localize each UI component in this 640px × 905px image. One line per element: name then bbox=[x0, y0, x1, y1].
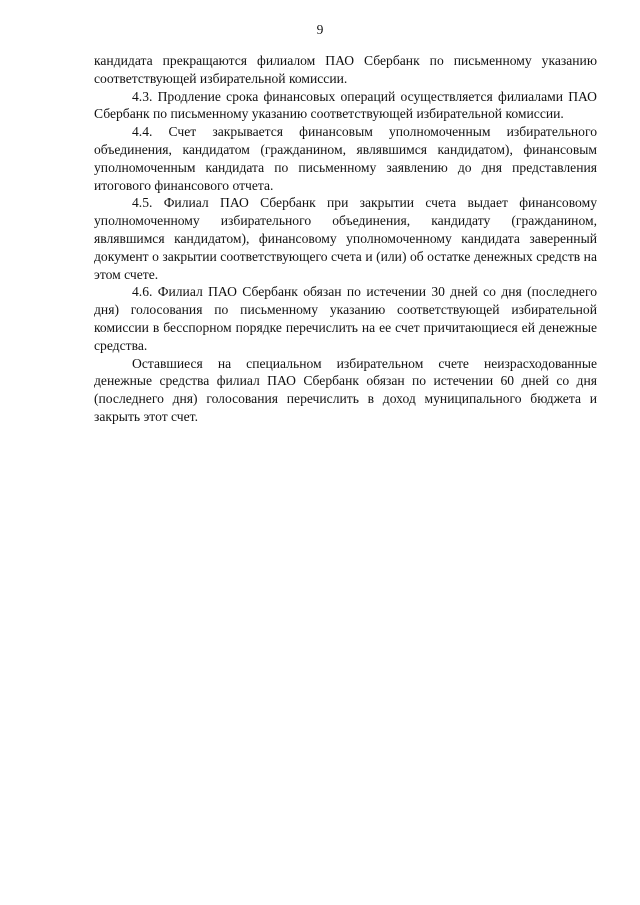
page-number: 9 bbox=[316, 22, 324, 37]
paragraph-continuation: кандидата прекращаются филиалом ПАО Сбербанк по письменному указанию соответствующей избирательной комиссии. bbox=[94, 53, 597, 86]
paragraph-4-6: 4.6. Филиал ПАО Сбербанк обязан по истечении 30 дней со дня (последнего дня) голосования по письменному указанию соответствующей избирательной комиссии в бесспорном порядке перечислить на ее счет причитающиеся ей денежные средства. bbox=[94, 284, 597, 353]
paragraph-4-4: 4.4. Счет закрывается финансовым уполномоченным избирательного объединения, кандидатом (гражданином, являвшимся кандидатом), финансовым уполномоченным кандидата по письменному заявлению до дня представления итогового финансового отчета. bbox=[94, 124, 597, 193]
document-body bbox=[94, 52, 597, 426]
paragraph-4-5: 4.5. Филиал ПАО Сбербанк при закрытии счета выдает финансовому уполномоченному избирательного объединения, кандидату (гражданином, являвшимся кандидатом), финансовому уполномоченному кандидата заверенный документ о закрытии соответствующего счета и (или) об остатке денежных средств на этом счете. bbox=[94, 195, 597, 282]
paragraph-4-3: 4.3. Продление срока финансовых операций осуществляется филиалами ПАО Сбербанк по письменному указанию соответствующей избирательной комиссии. bbox=[94, 88, 597, 122]
paragraph-remaining-funds: Оставшиеся на специальном избирательном счете неизрасходованные денежные средства филиал ПАО Сбербанк обязан по истечении 60 дней со дня (последнего дня) голосования перечислить в доход муниципального бюджета и закрыть этот счет. bbox=[94, 355, 597, 424]
